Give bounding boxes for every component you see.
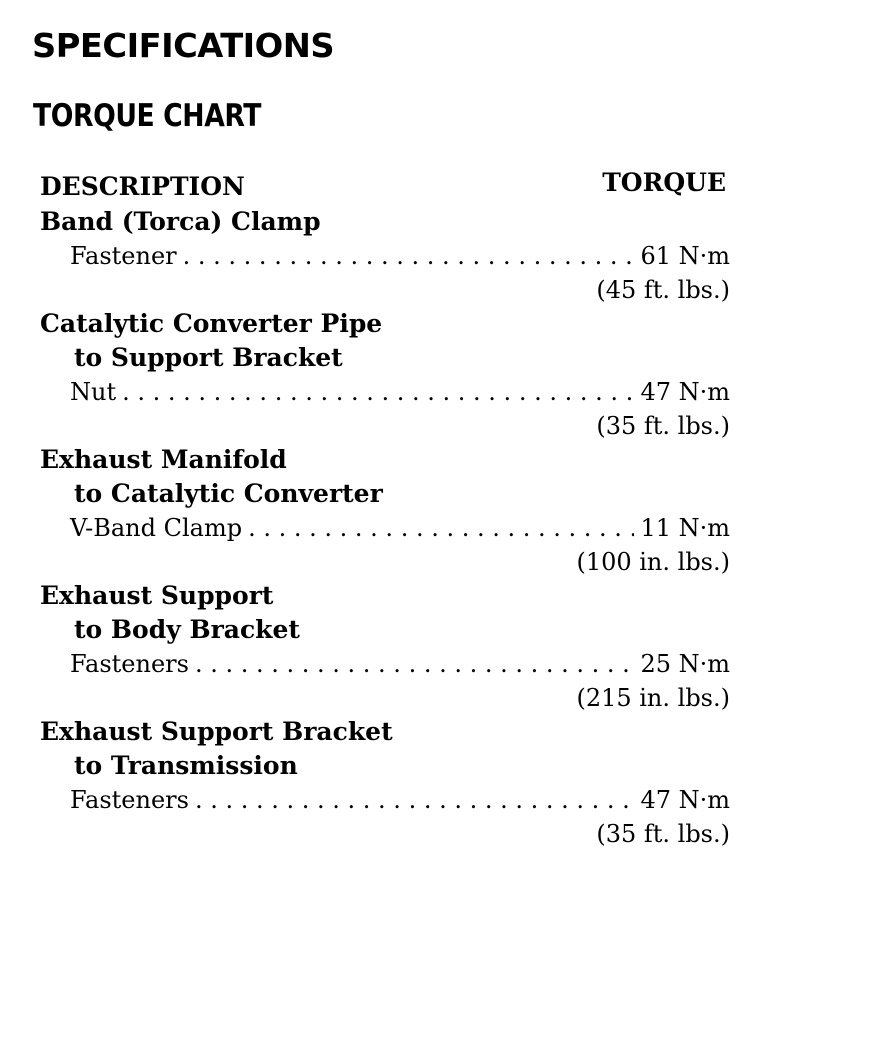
- entry-item: Fasteners: [70, 650, 189, 678]
- entry-title: Catalytic Converter Pipe: [40, 309, 383, 338]
- entry-subtitle: to Body Bracket: [74, 615, 300, 644]
- entry-torque-alt: (35 ft. lbs.): [596, 820, 730, 848]
- dot-leader: [248, 511, 634, 545]
- torque-entry-exhaust-manifold: [40, 443, 730, 579]
- entry-torque-alt: (45 ft. lbs.): [596, 276, 730, 304]
- entry-torque-alt: (35 ft. lbs.): [596, 412, 730, 440]
- entry-title: Exhaust Support Bracket: [40, 717, 393, 746]
- entry-row: [40, 375, 730, 409]
- entry-torque-value: 11 N·m: [640, 514, 730, 542]
- entry-torque-value: 25 N·m: [640, 650, 730, 678]
- dot-leader: [122, 375, 634, 409]
- entry-torque-alt: (215 in. lbs.): [576, 684, 730, 712]
- torque-table: [40, 205, 730, 851]
- entry-torque-alt: (100 in. lbs.): [576, 548, 730, 576]
- entry-subtitle: to Catalytic Converter: [74, 479, 383, 508]
- entry-title: Exhaust Manifold: [40, 445, 287, 474]
- dot-leader: [183, 239, 635, 273]
- entry-subtitle: to Support Bracket: [74, 343, 343, 372]
- description-column-header: DESCRIPTION: [40, 172, 245, 201]
- entry-row: [40, 783, 730, 817]
- page-title: SPECIFICATIONS: [32, 26, 335, 65]
- section-title: TORQUE CHART: [33, 98, 262, 134]
- entry-title: Exhaust Support: [40, 581, 274, 610]
- torque-entry-exhaust-support: [40, 579, 730, 715]
- entry-subtitle: to Transmission: [74, 751, 298, 780]
- dot-leader: [195, 647, 634, 681]
- entry-torque-value: 47 N·m: [640, 786, 730, 814]
- torque-entry-band-clamp: [40, 205, 730, 307]
- entry-torque-value: 47 N·m: [640, 378, 730, 406]
- torque-entry-converter-pipe: [40, 307, 730, 443]
- entry-torque-value: 61 N·m: [640, 242, 730, 270]
- entry-item: Fastener: [70, 242, 177, 270]
- dot-leader: [195, 783, 634, 817]
- torque-entry-support-bracket: [40, 715, 730, 851]
- entry-item: Nut: [70, 378, 117, 406]
- entry-row: [40, 511, 730, 545]
- entry-item: V-Band Clamp: [70, 514, 243, 542]
- entry-item: Fasteners: [70, 786, 189, 814]
- entry-title: Band (Torca) Clamp: [40, 207, 321, 236]
- entry-row: [40, 647, 730, 681]
- torque-column-header: TORQUE: [602, 168, 726, 197]
- entry-row: [40, 239, 730, 273]
